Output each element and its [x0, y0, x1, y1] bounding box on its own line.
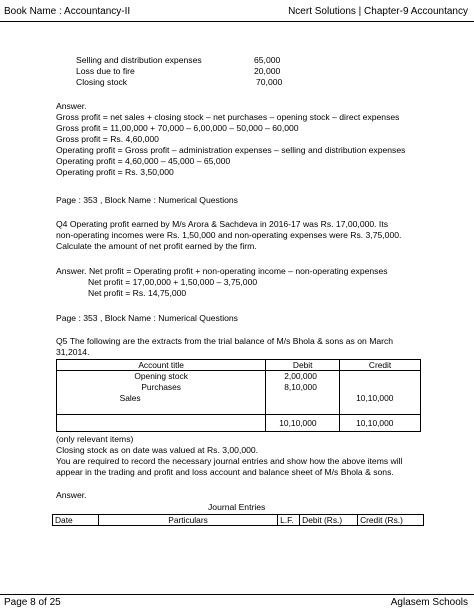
answer-line: Gross profit = Rs. 4,60,000 — [56, 134, 159, 144]
question-line: Calculate the amount of net profit earned by the firm. — [56, 241, 257, 251]
account-title: Purchases — [141, 382, 181, 392]
debit-cell — [266, 371, 340, 415]
page-number: Page 8 of 25 — [4, 597, 61, 608]
debit-value: 2,00,000 — [284, 371, 317, 381]
column-header: Credit (Rs.) — [358, 515, 424, 526]
table-header-row — [53, 515, 424, 526]
answer-line: Operating profit = 4,60,000 – 45,000 – 65,000 — [56, 156, 231, 166]
column-header: Debit (Rs.) — [300, 515, 358, 526]
column-header: Credit — [340, 360, 421, 371]
answer-line: Gross profit = net sales + closing stock – net purchases – opening stock – direct expenses — [56, 112, 400, 122]
total-debit: 10,10,000 — [266, 415, 340, 432]
note-line: (only relevant items) — [56, 434, 134, 444]
question-line: 31,2014. — [56, 347, 90, 357]
question-line: non-operating incomes were Rs. 1,50,000 and non-operating expenses were Rs. 3,75,000. — [56, 230, 402, 240]
account-title: Opening stock — [134, 371, 188, 381]
answer-line: Operating profit = Gross profit – administration expenses – selling and distribution expenses — [56, 145, 406, 155]
column-header: Debit — [266, 360, 340, 371]
question-5-notes — [56, 434, 403, 478]
journal-title: Journal Entries — [208, 502, 266, 512]
question-5 — [56, 336, 393, 358]
account-title: Sales — [119, 393, 141, 403]
page-reference: Page : 353 , Block Name : Numerical Questions — [56, 195, 238, 205]
credit-value: 10,10,000 — [356, 393, 394, 403]
total-credit: 10,10,000 — [340, 415, 421, 432]
note-line: Closing stock as on date was valued at Rs. 3,00,000. — [56, 445, 259, 455]
answer-heading: Answer. Net profit = Operating profit + non-operating income – non-operating expenses — [56, 266, 388, 276]
expense-row — [76, 66, 316, 77]
answer-heading: Answer. — [56, 490, 87, 500]
expense-list — [76, 55, 316, 88]
header-rule — [0, 21, 474, 22]
question-line: Q5 The following are the extracts from the trial balance of M/s Bhola & sons as on March — [56, 336, 394, 346]
column-header: Account title — [57, 360, 266, 371]
answer-line: Net profit = 17,00,000 + 1,50,000 – 3,75,000 — [88, 277, 258, 287]
credit-spacer — [356, 371, 418, 393]
note-line: appear in the trading and profit and loss account and balance sheet of M/s Bhola & sons. — [56, 467, 394, 477]
table-total-row — [57, 415, 421, 432]
answer-line: Operating profit = Rs. 3,50,000 — [56, 167, 174, 177]
expense-label: Closing stock — [76, 77, 128, 87]
table-header-row — [57, 360, 421, 371]
expense-row — [76, 55, 316, 66]
column-header: L.F. — [278, 515, 300, 526]
total-label-cell — [57, 415, 266, 432]
expense-value: 65,000 — [254, 55, 281, 65]
page-reference: Page : 353 , Block Name : Numerical Questions — [56, 313, 238, 323]
credit-cell — [340, 371, 421, 415]
answer-2-block — [56, 266, 388, 299]
answer-heading: Answer. — [56, 101, 87, 111]
footer-rule — [0, 594, 474, 595]
question-4 — [56, 219, 401, 252]
trial-balance-table — [56, 359, 421, 432]
expense-value: 70,000 — [256, 77, 283, 87]
header-site-name: Ncert Solutions | Chapter-9 Accountancy — [288, 6, 468, 17]
expense-row — [76, 77, 316, 88]
table-row — [57, 371, 421, 415]
column-header: Date — [53, 515, 99, 526]
question-line: Q4 Operating profit earned by M/s Arora & Sachdeva in 2016-17 was Rs. 17,00,000. Its — [56, 219, 389, 229]
expense-label: Selling and distribution expenses — [76, 55, 202, 65]
header-book-name: Book Name : Accountancy-II — [4, 6, 131, 17]
debit-value: 8,10,000 — [284, 382, 317, 392]
expense-value: 20,000 — [254, 66, 281, 76]
answer-1-block — [56, 101, 405, 178]
journal-table — [52, 514, 424, 526]
expense-label: Loss due to fire — [76, 66, 135, 76]
footer-site-name: Aglasem Schools — [390, 597, 468, 608]
answer-line: Gross profit = 11,00,000 + 70,000 – 6,00,000 – 50,000 – 60,000 — [56, 123, 299, 133]
note-line: You are required to record the necessary journal entries and show how the above items will — [56, 456, 403, 466]
answer-line: Net profit = Rs. 14,75,000 — [88, 288, 187, 298]
account-title-cell — [57, 371, 266, 415]
column-header: Particulars — [98, 515, 277, 526]
